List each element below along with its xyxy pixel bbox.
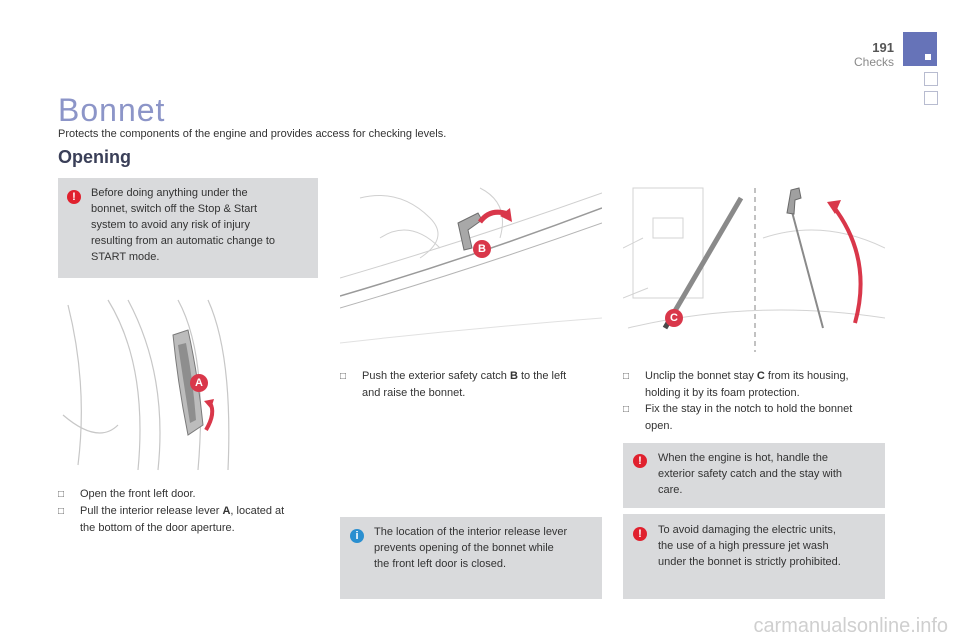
step-text: Open the front left door.: [80, 488, 196, 500]
warning-icon: !: [633, 527, 647, 541]
warning-line: system to avoid any risk of injury: [91, 219, 250, 231]
step-item: [623, 368, 885, 401]
step-item: [623, 401, 885, 434]
section-tab[interactable]: [924, 91, 938, 105]
page-title: Bonnet: [58, 92, 166, 128]
page-number: 191: [872, 40, 894, 55]
bullet-icon: □: [58, 489, 65, 500]
warning-line: under the bonnet is strictly prohibited.: [658, 556, 841, 568]
info-panel: [340, 517, 602, 599]
warning-icon: !: [67, 190, 81, 204]
bullet-icon: □: [58, 506, 65, 517]
step-text: the bottom of the door aperture.: [80, 522, 235, 534]
section-name: Checks: [853, 55, 894, 69]
info-icon: i: [350, 529, 364, 543]
bullet-icon: □: [623, 404, 630, 415]
info-line: the front left door is closed.: [374, 558, 507, 570]
bonnet-stay-illustration: [623, 178, 885, 352]
figure-safety-catch: [340, 178, 602, 352]
step-item: [58, 486, 320, 503]
steps-column-2: [340, 368, 602, 401]
step-text: Pull the interior release lever: [80, 505, 223, 517]
section-tab[interactable]: [924, 72, 938, 86]
door-lever-illustration: [58, 295, 318, 475]
info-line: The location of the interior release lever: [374, 526, 568, 538]
step-text: and raise the bonnet.: [362, 387, 466, 399]
step-text: Push the exterior safety catch: [362, 370, 510, 382]
warning-icon: !: [633, 454, 647, 468]
intro-text: Protects the components of the engine and provides access for checking levels.: [58, 128, 447, 140]
warning-panel: [58, 178, 318, 278]
step-text: Unclip the bonnet stay: [645, 370, 757, 382]
warning-line: exterior safety catch and the stay with: [658, 468, 843, 480]
safety-catch-illustration: [340, 178, 602, 352]
warning-line: Before doing anything under the: [91, 187, 248, 199]
step-text: to the left: [517, 370, 567, 382]
callout-c: C: [665, 309, 683, 327]
step-item: [58, 503, 320, 536]
step-text: Fix the stay in the notch to hold the bonnet: [645, 403, 853, 415]
bullet-icon: □: [623, 371, 630, 382]
warning-line: START mode.: [91, 251, 160, 263]
steps-column-1: [58, 486, 320, 536]
figure-bonnet-stay: [623, 178, 885, 352]
info-text: [374, 524, 599, 572]
step-ref: C: [756, 370, 765, 382]
warning-line: resulting from an automatic change to: [91, 235, 276, 247]
figure-door-lever: [58, 295, 318, 475]
section-tab-active[interactable]: [903, 32, 937, 66]
warning-panel-hot-engine: [623, 443, 885, 508]
step-ref: B: [509, 370, 518, 382]
warning-panel-jet-wash: [623, 514, 885, 599]
section-heading: Opening: [58, 147, 131, 167]
callout-b: B: [473, 240, 491, 258]
info-line: prevents opening of the bonnet while: [374, 542, 554, 554]
warning-line: care.: [658, 484, 683, 496]
watermark-text: carmanualsonline.info: [753, 615, 948, 637]
warning-line: To avoid damaging the electric units,: [658, 524, 836, 536]
step-text: holding it by its foam protection.: [645, 387, 800, 399]
step-item: [340, 368, 602, 401]
step-ref: A: [222, 505, 231, 517]
steps-column-3: [623, 368, 885, 434]
warning-text: [91, 185, 313, 265]
step-text: open.: [645, 420, 673, 432]
warning-line: the use of a high pressure jet wash: [658, 540, 829, 552]
callout-a: A: [190, 374, 208, 392]
step-text: from its housing,: [764, 370, 849, 382]
step-text: , located at: [230, 505, 285, 517]
warning-text: [658, 450, 880, 498]
warning-line: When the engine is hot, handle the: [658, 452, 829, 464]
warning-text: [658, 522, 880, 570]
warning-line: bonnet, switch off the Stop & Start: [91, 203, 258, 215]
bullet-icon: □: [340, 371, 347, 382]
